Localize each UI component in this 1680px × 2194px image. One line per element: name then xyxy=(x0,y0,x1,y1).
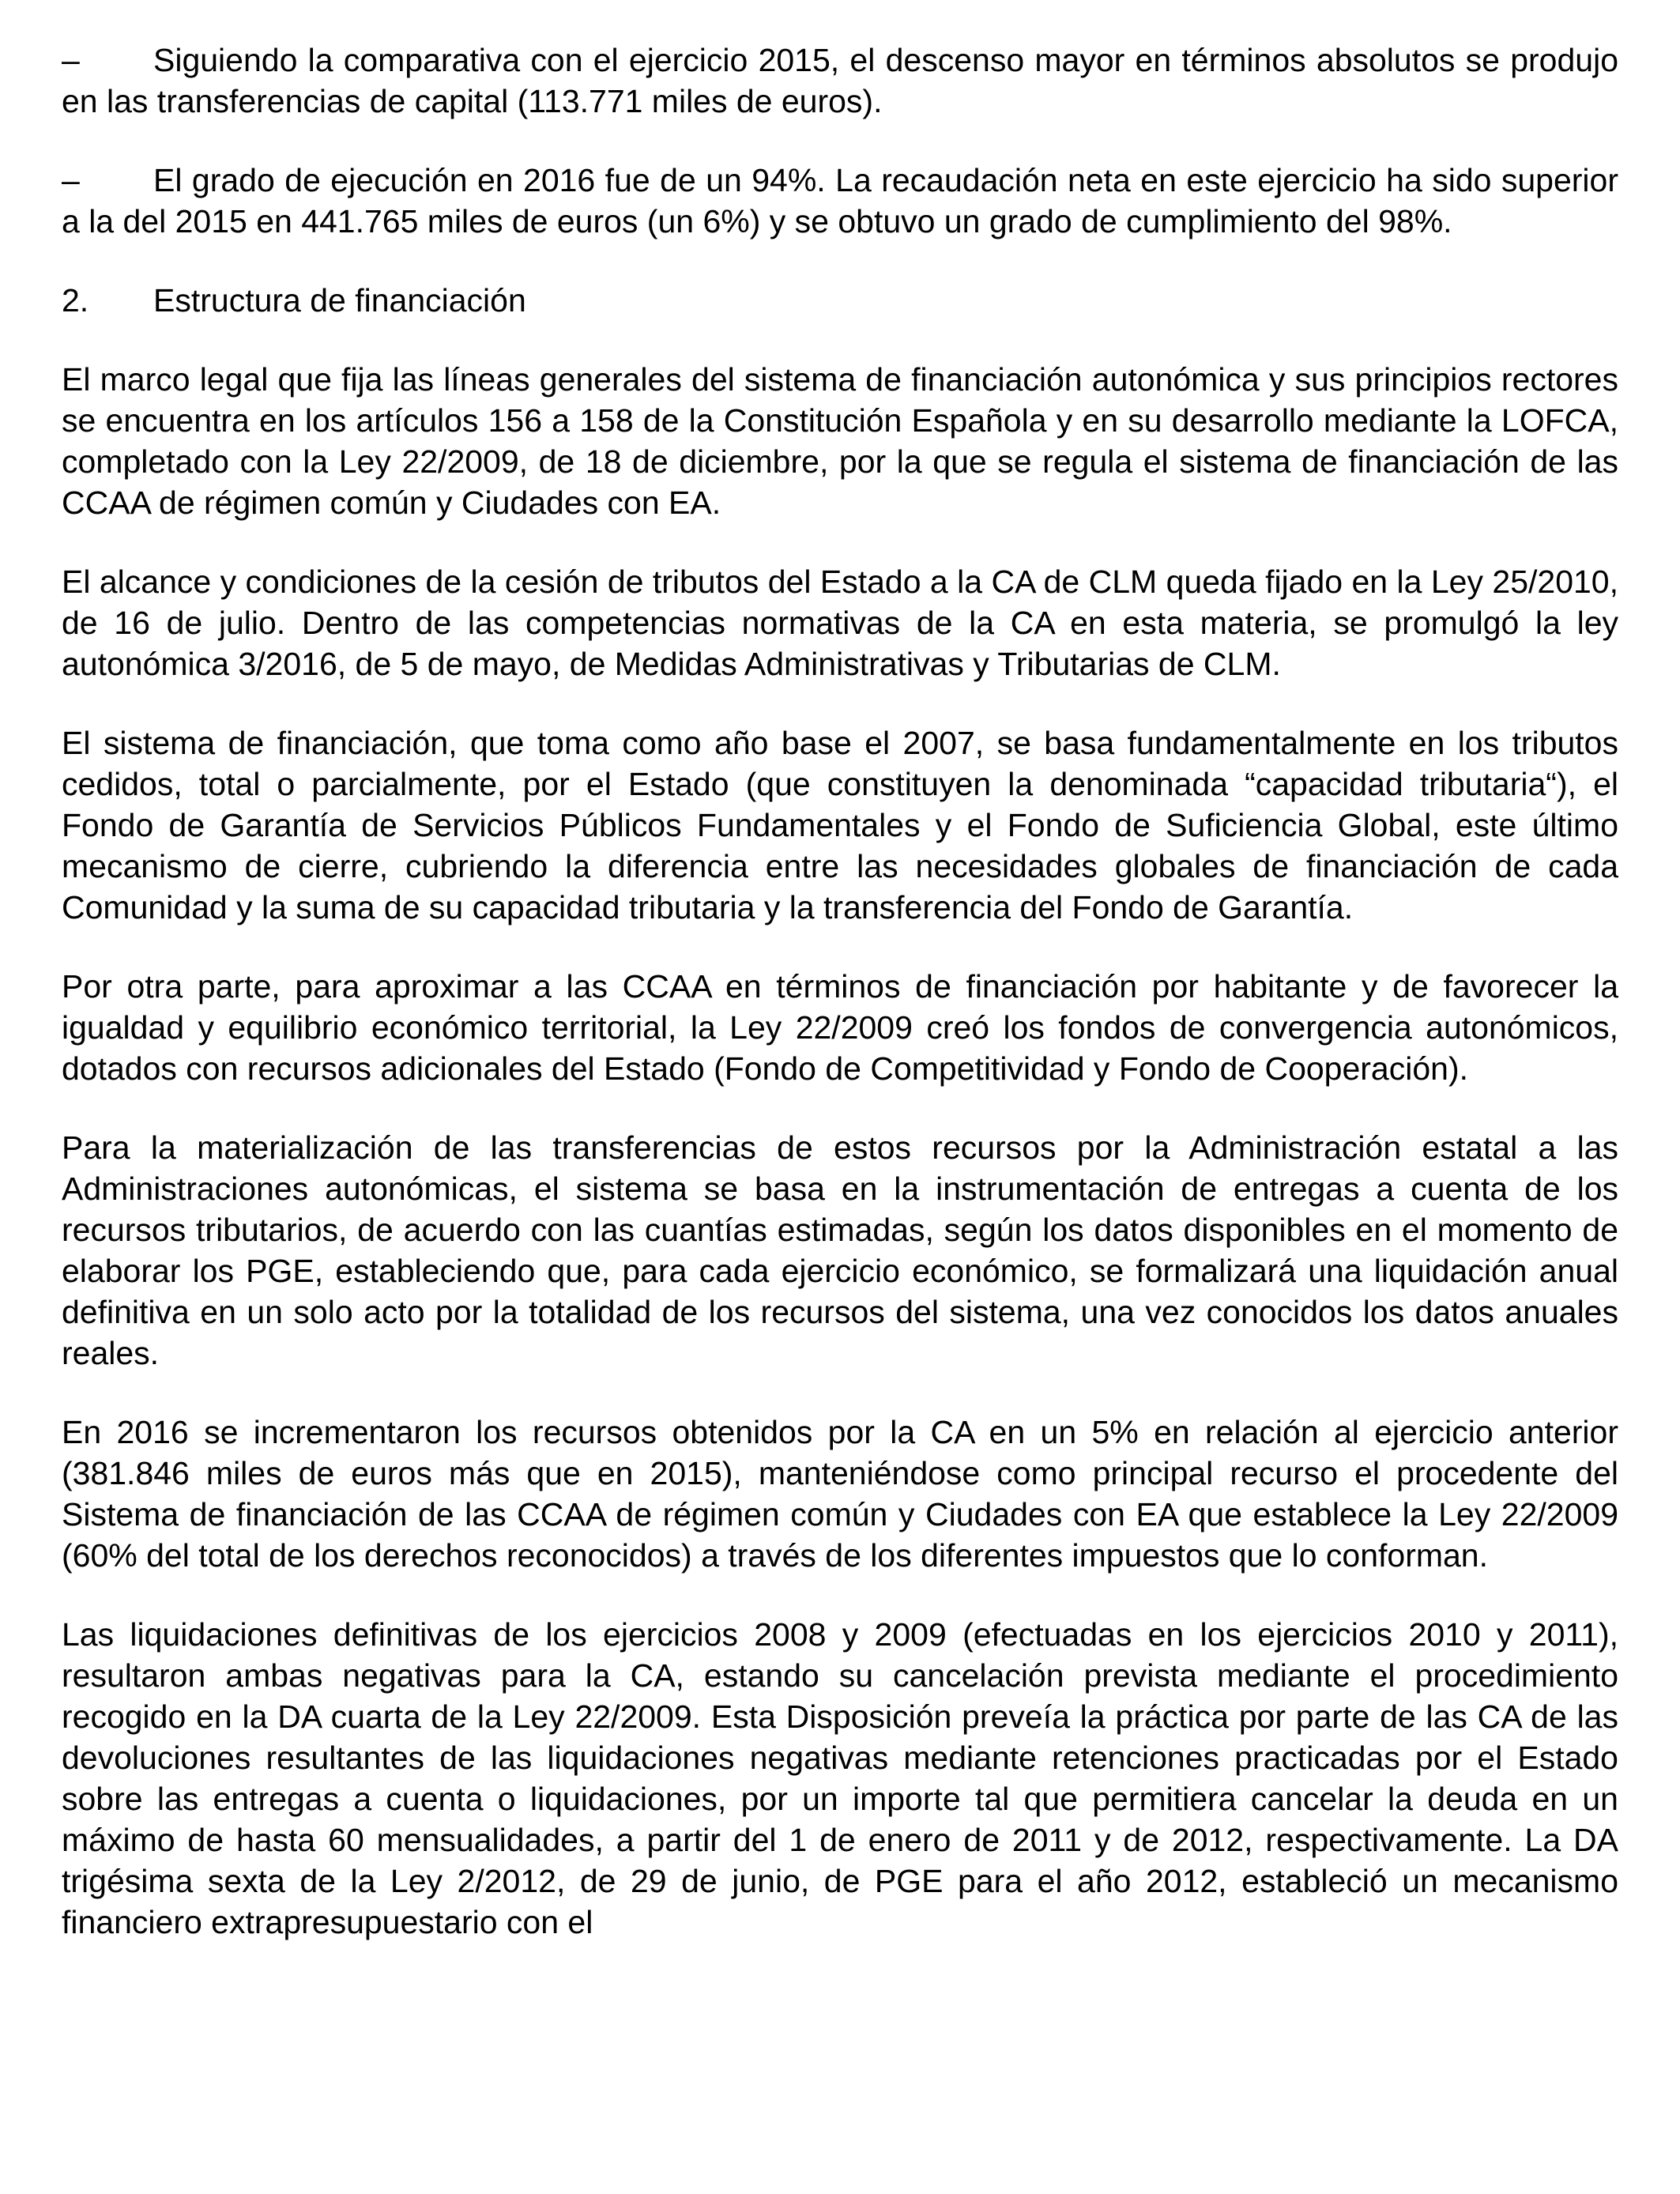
bullet-paragraph-2 xyxy=(62,160,1618,242)
section-title: Estructura de financiación xyxy=(153,282,526,319)
paragraph-cesion-tributos: El alcance y condiciones de la cesión de tributos del Estado a la CA de CLM queda fijado en la Ley 25/2010, de 16 de julio. Dentro de las competencias normativas de la CA en esta materia, se promulgó la ley autonómica 3/2016, de 5 de mayo, de Medidas Administrativas y Tributarias de CLM. xyxy=(62,564,1618,682)
paragraph-materializacion: Para la materialización de las transferencias de estos recursos por la Administración estatal a las Administraciones autonómicas, el sistema se basa en la instrumentación de entregas a cuenta de los recursos tributarios, de acuerdo con las cuantías estimadas, según los datos disponibles en el momento de elaborar los PGE, estableciendo que, para cada ejercicio económico, se formalizará una liquidación anual definitiva en un solo acto por la totalidad de los recursos del sistema, una vez conocidos los datos anuales reales. xyxy=(62,1129,1618,1371)
paragraph-fondos-convergencia: Por otra parte, para aproximar a las CCAA en términos de financiación por habitante y de favorecer la igualdad y equilibrio económico territorial, la Ley 22/2009 creó los fondos de convergencia autonómicos, dotados con recursos adicionales del Estado (Fondo de Competitividad y Fondo de Cooperación). xyxy=(62,968,1618,1087)
bullet-text: El grado de ejecución en 2016 fue de un 94%. La recaudación neta en este ejercicio ha sido superior a la del 2015 en 441.765 miles de euros (un 6%) y se obtuvo un grado de cumplimiento del 98%. xyxy=(62,162,1618,239)
bullet-paragraph-1 xyxy=(62,40,1618,122)
document-page xyxy=(62,40,1618,1943)
paragraph-liquidaciones: Las liquidaciones definitivas de los ejercicios 2008 y 2009 (efectuadas en los ejercicios 2010 y 2011), resultaron ambas negativas para la CA, estando su cancelación prevista mediante el procedimiento recogido en la DA cuarta de la Ley 22/2009. Esta Disposición preveía la práctica por parte de las CA de las devoluciones resultantes de las liquidaciones negativas mediante retenciones practicadas por el Estado sobre las entregas a cuenta o liquidaciones, por un importe tal que permitiera cancelar la deuda en un máximo de hasta 60 mensualidades, a partir del 1 de enero de 2011 y de 2012, respectivamente. La DA trigésima sexta de la Ley 2/2012, de 29 de junio, de PGE para el año 2012, estableció un mecanismo financiero extrapresupuestario con el xyxy=(62,1616,1618,1940)
dash-marker: – xyxy=(62,42,80,78)
section-number: 2. xyxy=(62,282,89,319)
section-heading xyxy=(62,280,1618,321)
dash-marker: – xyxy=(62,162,80,198)
paragraph-marco-legal: El marco legal que fija las líneas generales del sistema de financiación autonómica y sus principios rectores se encuentra en los artículos 156 a 158 de la Constitución Española y en su desarrollo mediante la LOFCA, completado con la Ley 22/2009, de 18 de diciembre, por la que se regula el sistema de financiación de las CCAA de régimen común y Ciudades con EA. xyxy=(62,361,1618,521)
paragraph-sistema-financiacion: El sistema de financiación, que toma como año base el 2007, se basa fundamentalmente en los tributos cedidos, total o parcialmente, por el Estado (que constituyen la denominada “capacidad tributaria“), el Fondo de Garantía de Servicios Públicos Fundamentales y el Fondo de Suficiencia Global, este último mecanismo de cierre, cubriendo la diferencia entre las necesidades globales de financiación de cada Comunidad y la suma de su capacidad tributaria y la transferencia del Fondo de Garantía. xyxy=(62,725,1618,925)
paragraph-recursos-2016: En 2016 se incrementaron los recursos obtenidos por la CA en un 5% en relación al ejercicio anterior (381.846 miles de euros más que en 2015), manteniéndose como principal recurso el procedente del Sistema de financiación de las CCAA de régimen común y Ciudades con EA que establece la Ley 22/2009 (60% del total de los derechos reconocidos) a través de los diferentes impuestos que lo conforman. xyxy=(62,1414,1618,1574)
bullet-text: Siguiendo la comparativa con el ejercicio 2015, el descenso mayor en términos absolutos se produjo en las transferencias de capital (113.771 miles de euros). xyxy=(62,42,1618,119)
